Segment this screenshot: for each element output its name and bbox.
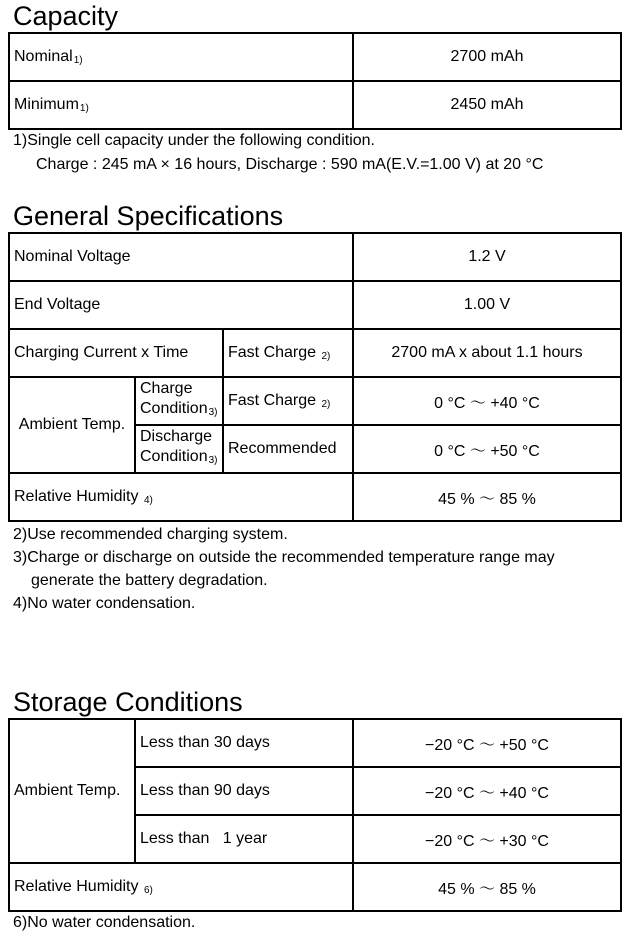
- end-voltage-value: 1.00 V: [353, 281, 621, 329]
- charge-temp-value: 0 °C ～ +40 °C: [353, 377, 621, 425]
- table-row: [9, 473, 621, 521]
- nominal-label: Nominal$_{1)}$: [9, 33, 353, 81]
- general-heading: General Specifications: [13, 201, 284, 231]
- table-row: [9, 281, 621, 329]
- discharge-temp-value: 0 °C ～ +50 °C: [353, 425, 621, 473]
- charging-label: Charging Current x Time: [9, 329, 223, 377]
- charging-value: 2700 mA x about 1.1 hours: [353, 329, 621, 377]
- storage-note-6: 6)No water condensation.: [13, 914, 196, 931]
- nominal-value: 2700 mAh: [353, 33, 621, 81]
- general-table: [8, 232, 622, 522]
- general-note-4: 4)No water condensation.: [13, 595, 196, 612]
- capacity-note-2: Charge : 245 mA × 16 hours, Discharge : 590 mA(E.V.=1.00 V) at 20 °C: [36, 156, 544, 173]
- charge-condition-label: Charge Condition$_{3)}$: [135, 377, 223, 425]
- storage-humidity-label: Relative Humidity $_{6)}$: [9, 863, 353, 911]
- storage-period: Less than 1 year: [135, 815, 353, 863]
- table-row: [9, 377, 621, 425]
- storage-heading: Storage Conditions: [13, 687, 243, 717]
- table-row: [9, 233, 621, 281]
- discharge-condition-label: Discharge Condition$_{3)}$: [135, 425, 223, 473]
- table-row: [9, 81, 621, 129]
- nominal-voltage-value: 1.2 V: [353, 233, 621, 281]
- minimum-value: 2450 mAh: [353, 81, 621, 129]
- storage-humidity-value: 45 % ～ 85 %: [353, 863, 621, 911]
- table-row: [9, 863, 621, 911]
- charging-mode: Fast Charge $_{2)}$: [223, 329, 353, 377]
- minimum-label: Minimum$_{1)}$: [9, 81, 353, 129]
- storage-ambient-label: Ambient Temp.: [9, 719, 135, 863]
- storage-temp-value: −20 °C ～ +30 °C: [353, 815, 621, 863]
- capacity-note-1: 1)Single cell capacity under the following condition.: [13, 132, 375, 149]
- general-note-2: 2)Use recommended charging system.: [13, 526, 288, 543]
- table-row: [9, 33, 621, 81]
- storage-temp-value: −20 °C ～ +50 °C: [353, 719, 621, 767]
- charge-mode: Fast Charge $_{2)}$: [223, 377, 353, 425]
- discharge-mode: Recommended: [223, 425, 353, 473]
- capacity-table: [8, 32, 622, 130]
- table-row: [9, 719, 621, 767]
- storage-period: Less than 90 days: [135, 767, 353, 815]
- general-note-3-cont: generate the battery degradation.: [31, 572, 268, 589]
- storage-temp-value: −20 °C ～ +40 °C: [353, 767, 621, 815]
- ambient-temp-label: Ambient Temp.: [9, 377, 135, 473]
- general-note-3: 3)Charge or discharge on outside the recommended temperature range may: [13, 549, 555, 566]
- storage-period: Less than 30 days: [135, 719, 353, 767]
- table-row: [9, 329, 621, 377]
- nominal-voltage-label: Nominal Voltage: [9, 233, 353, 281]
- humidity-label: Relative Humidity $_{4)}$: [9, 473, 353, 521]
- end-voltage-label: End Voltage: [9, 281, 353, 329]
- capacity-heading: Capacity: [13, 1, 119, 31]
- humidity-value: 45 % ～ 85 %: [353, 473, 621, 521]
- storage-table: [8, 718, 622, 912]
